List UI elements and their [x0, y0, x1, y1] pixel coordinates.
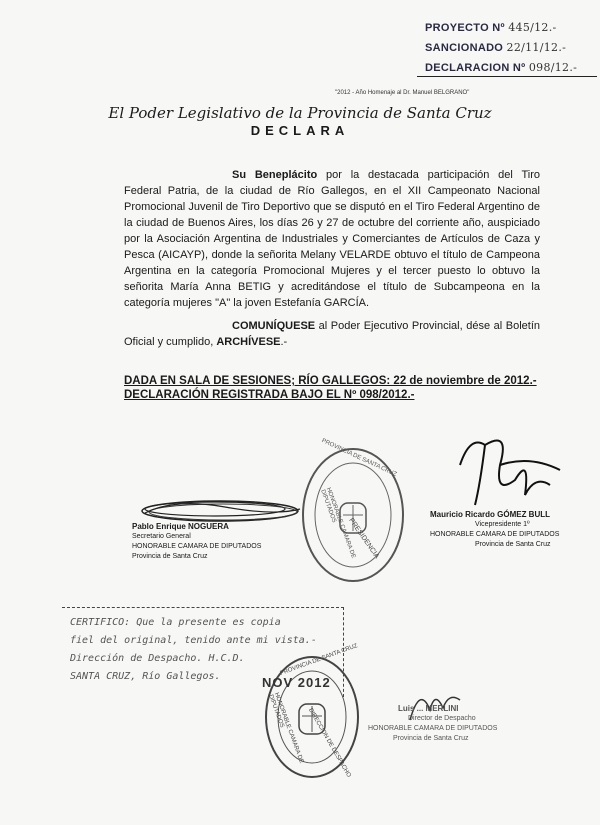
institution-title: El Poder Legislativo de la Provincia de Santa Cruz — [108, 104, 492, 122]
left-signer-place: Provincia de Santa Cruz — [132, 553, 208, 560]
homage-note: "2012 - Año Homenaje al Dr. Manuel BELGRANO" — [335, 90, 470, 96]
cert-line-4: SANTA CRUZ, Río Gallegos. — [70, 671, 221, 682]
seal-top-outer-text: PROVINCIA DE SANTA CRUZ — [320, 437, 398, 479]
stamp-underline — [417, 18, 597, 77]
bottom-signer-role: Director de Despacho — [408, 715, 476, 722]
sancionado-value: 22/11/12.- — [506, 41, 567, 54]
communication-text: al Poder Ejecutivo Provincial, dése al Boletín Oficial y cumplido, — [124, 320, 540, 348]
seal-bottom-center-text: DIRECCION DE DESPACHO — [307, 707, 352, 779]
left-signer-body: HONORABLE CAMARA DE DIPUTADOS — [132, 543, 262, 550]
right-signer-body: HONORABLE CAMARA DE DIPUTADOS — [430, 531, 560, 538]
communication-paragraph — [124, 318, 540, 350]
resolution-text: por la destacada participación del Tiro Federal Patria, de la ciudad de Río Gallegos, en el XII Campeonato Nacional Promocional Juvenil de Tiro Deportivo que se disputó en el Tiro Federal Argentino de la ciudad de Buenos Aires, los días 26 y 27 de octubre del corriente año, auspiciado por la Asociación Argentina de Industriales y Comerciantes de Artículos de Caza y Pesca (AICAYP), donde la señorita Melany VELARDE obtuvo el título de Campeona Argentina en la categoría Promocional Mujeres y el tercer puesto lo obtuvo la señorita María Anna BETIG y acreditándose el título de Subcampeona en la categoría mujeres "A" la joven Estefanía GARCÍA. — [124, 169, 540, 309]
declaracion-value: 098/12.- — [528, 61, 578, 74]
proyecto-label: PROYECTO Nº — [425, 22, 505, 34]
right-signature — [430, 510, 600, 550]
beneplacito-lead: Su Beneplácito — [232, 169, 318, 181]
seal-top-lower-text: HONORABLE CAMARA DE DIPUTADOS — [319, 486, 357, 560]
left-signature — [132, 522, 292, 562]
comuniquese-lead: COMUNÍQUESE — [232, 320, 316, 332]
right-signer-name: Mauricio Ricardo GÓMEZ BULL — [430, 510, 551, 519]
resolution-paragraph — [124, 167, 540, 311]
left-signer-role: Secretario General — [132, 533, 191, 540]
sancionado-label: SANCIONADO — [425, 42, 504, 54]
right-signature-scribble — [440, 425, 570, 515]
date-stamp: NOV 2012 — [262, 675, 331, 690]
seal-bottom-lower-text: HONORABLE CAMARA DE DIPUTADOS — [267, 691, 305, 765]
action-heading: DECLARA — [250, 123, 350, 138]
seal-bottom-outer-text: PROVINCIA DE SANTA CRUZ — [279, 643, 359, 677]
declaracion-label: DECLARACION Nº — [425, 62, 526, 74]
bottom-signer-body: HONORABLE CAMARA DE DIPUTADOS — [368, 725, 498, 732]
cert-line-3: Dirección de Despacho. H.C.D. — [70, 653, 245, 664]
bottom-signature — [368, 704, 538, 744]
right-signer-role: Vicepresidente 1º — [475, 521, 530, 528]
seal-top-center-text: PRESIDENCIA — [347, 517, 381, 560]
session-line: DADA EN SALA DE SESIONES; RÍO GALLEGOS: 22 de noviembre de 2012.- — [124, 375, 537, 387]
registration-stamp — [425, 18, 595, 78]
right-signer-place: Provincia de Santa Cruz — [475, 541, 551, 548]
left-signer-name: Pablo Enrique NOGUERA — [132, 522, 229, 531]
communication-end: .- — [280, 336, 288, 348]
registration-line: DECLARACIÓN REGISTRADA BAJO EL Nº 098/2012.- — [124, 389, 415, 401]
session-block — [124, 374, 544, 402]
proyecto-value: 445/12.- — [508, 21, 557, 34]
archivese-word: ARCHÍVESE — [216, 336, 281, 348]
cert-line-1: CERTIFICO: Que la presente es copia — [70, 617, 281, 628]
bottom-signer-place: Provincia de Santa Cruz — [393, 735, 469, 742]
cert-line-2: fiel del original, tenido ante mi vista.- — [70, 635, 317, 646]
bottom-signer-name: Luis ... MERLINI — [398, 704, 459, 713]
